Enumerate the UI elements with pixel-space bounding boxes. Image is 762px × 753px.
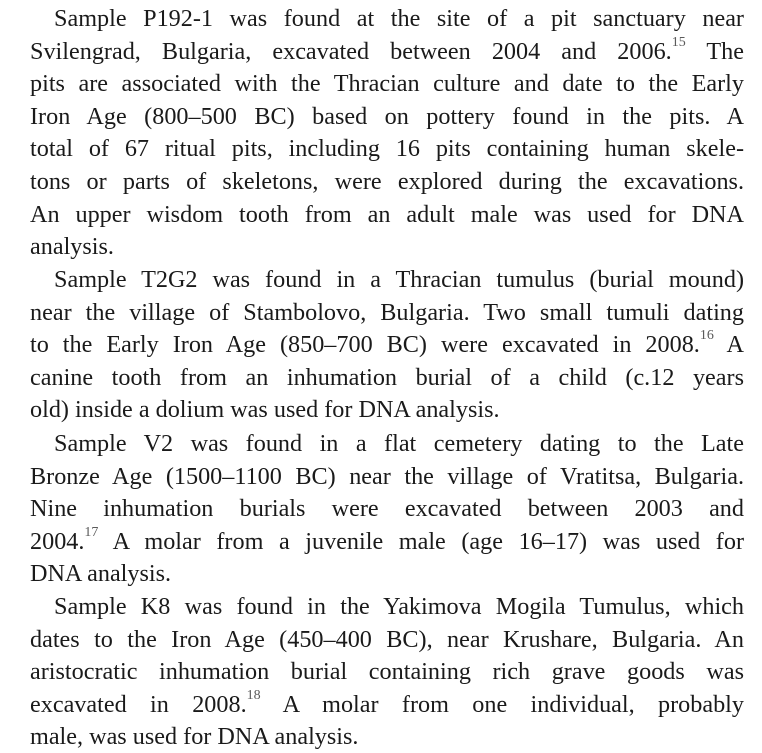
text-line: [30, 198, 744, 231]
text-line: [30, 361, 744, 394]
footnote-ref[interactable]: 15: [671, 34, 686, 50]
text-line: [30, 35, 744, 68]
footnote-ref[interactable]: 17: [84, 524, 99, 540]
text-line: [30, 720, 744, 753]
text-run: to the Early Iron Age (850–700 BC) were excavated in 2008.: [30, 331, 700, 359]
text-run: The: [685, 37, 744, 65]
text-run: aristocratic inhumation burial containing rich grave goods was: [30, 658, 744, 686]
text-run: near the village of Stambolovo, Bulgaria. Two small tumuli dating: [30, 298, 744, 326]
text-run: Sample V2 was found in a flat cemetery dating to the Late: [54, 430, 744, 457]
text-run: analysis.: [30, 233, 114, 261]
text-run: canine tooth from an inhumation burial of a child (c.12 years: [30, 363, 744, 391]
text-run: A molar from a juvenile male (age 16–17) was used for: [98, 527, 744, 555]
text-run: Sample K8 was found in the Yakimova Mogila Tumulus, which: [54, 593, 744, 620]
text-run: dates to the Iron Age (450–400 BC), near Krushare, Bulgaria. An: [30, 625, 744, 653]
text-run: male, was used for DNA analysis.: [30, 723, 359, 751]
text-run: pits are associated with the Thracian culture and date to the Early: [30, 70, 744, 98]
text-run: 2004.: [30, 527, 85, 555]
text-run: A molar from one individual, probably: [260, 690, 744, 718]
text-run: A: [713, 331, 744, 359]
text-line: [30, 67, 744, 100]
text-line: [30, 393, 744, 426]
text-run: Svilengrad, Bulgaria, excavated between 2004 and 2006.: [30, 37, 672, 65]
text-run: Sample T2G2 was found in a Thracian tumulus (burial mound): [54, 266, 744, 293]
text-line: [30, 460, 744, 493]
text-line: [30, 623, 744, 656]
text-run: DNA analysis.: [30, 560, 172, 588]
text-line: [30, 132, 744, 165]
text-line: [30, 100, 744, 133]
text-line: [30, 557, 744, 590]
text-line: [30, 655, 744, 688]
text-run: Sample P192-1 was found at the site of a pit sanctuary near: [54, 5, 744, 32]
text-line: [30, 492, 744, 525]
text-run: An upper wisdom tooth from an adult male was used for DNA: [30, 200, 744, 228]
text-line: [30, 230, 744, 263]
text-line: [30, 296, 744, 329]
text-line: [30, 328, 744, 361]
text-line: [54, 590, 744, 623]
footnote-ref[interactable]: 16: [699, 328, 714, 344]
text-line: [54, 263, 744, 296]
text-run: Iron Age (800–500 BC) based on pottery found in the pits. A: [30, 102, 744, 130]
text-run: old) inside a dolium was used for DNA analysis.: [30, 396, 500, 424]
text-run: excavated in 2008.: [30, 690, 247, 718]
text-line: [30, 525, 744, 558]
text-run: Nine inhumation burials were excavated between 2003 and: [30, 495, 744, 523]
footnote-ref[interactable]: 18: [246, 687, 261, 703]
text-line: [30, 165, 744, 198]
text-line: [54, 427, 744, 460]
text-run: tons or parts of skeletons, were explored during the excavations.: [30, 168, 744, 195]
text-line: [54, 2, 744, 35]
text-run: total of 67 ritual pits, including 16 pits containing human skele-: [30, 135, 744, 163]
text-line: [30, 688, 744, 721]
text-run: Bronze Age (1500–1100 BC) near the village of Vratitsa, Bulgaria.: [30, 462, 744, 490]
